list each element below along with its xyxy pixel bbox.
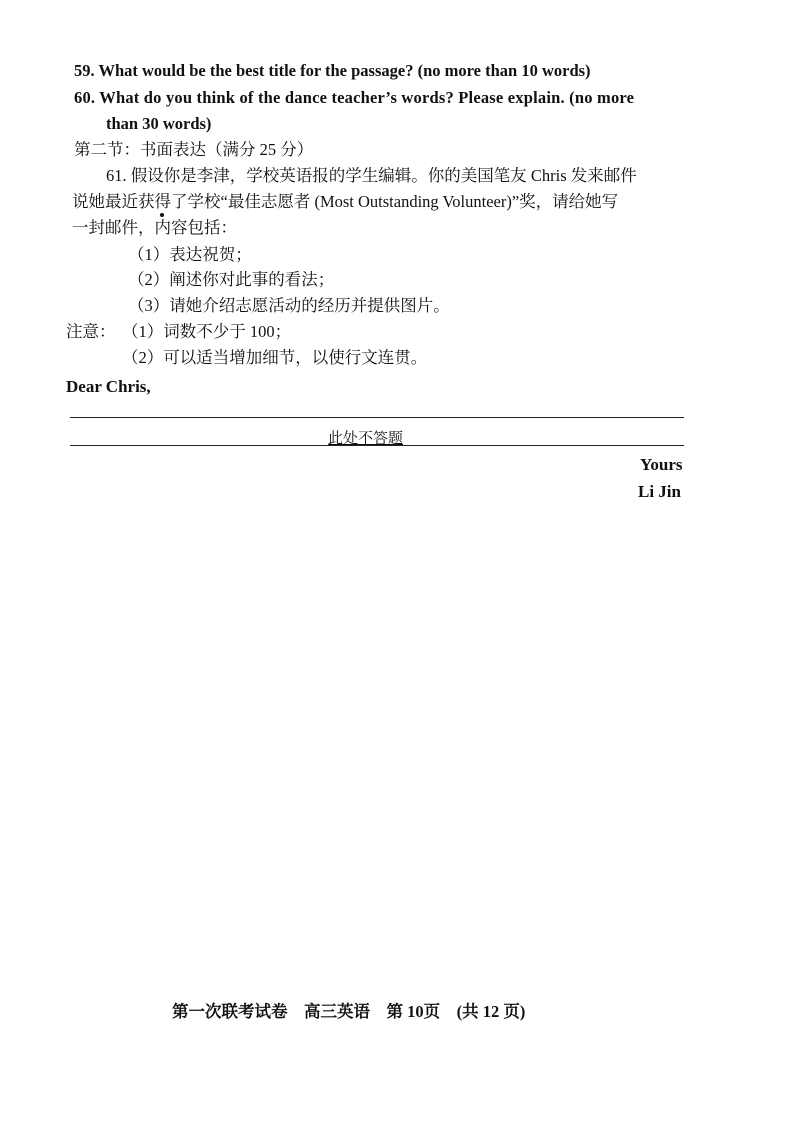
note-label: 注意： xyxy=(66,322,116,341)
answer-line-top xyxy=(70,417,684,418)
task-line-1: 61. 假设你是李津，学校英语报的学生编辑。你的美国笔友 Chris 发来邮件 xyxy=(106,166,637,185)
letter-closing: Yours xyxy=(640,455,683,474)
question-59: 59. What would be the best title for the passage? (no more than 10 words) xyxy=(74,61,591,80)
note-item-1: （1）词数不少于 100； xyxy=(122,322,292,341)
task-line-3-end: 容包括： xyxy=(171,218,237,237)
task-item-1: （1）表达祝贺； xyxy=(128,245,252,264)
question-60-continued: than 30 words) xyxy=(106,114,212,133)
task-item-2: （2）阐述你对此事的看法； xyxy=(128,270,335,289)
question-60: 60. What do you think of the dance teacher’s words? Please explain. (no more xyxy=(74,88,635,107)
answer-line-bottom xyxy=(70,445,684,446)
emphasis-dot-char: 内 xyxy=(154,218,171,237)
task-line-3-start: 一封邮件， xyxy=(72,218,155,237)
task-line-3 xyxy=(72,218,237,238)
letter-signature: Li Jin xyxy=(638,482,681,501)
note-item-2: （2）可以适当增加细节，以使行文连贯。 xyxy=(122,348,428,367)
letter-salutation: Dear Chris, xyxy=(66,377,151,396)
section-heading: 第二节：书面表达（满分 25 分） xyxy=(74,140,314,159)
task-item-3: （3）请她介绍志愿活动的经历并提供图片。 xyxy=(128,296,450,315)
page-footer: 第一次联考试卷 高三英语 第 10页 (共 12 页) xyxy=(172,1002,526,1021)
no-answer-label: 此处不答题 xyxy=(328,431,404,447)
task-line-2: 说她最近获得了学校“最佳志愿者 (Most Outstanding Volunteer)”奖，请给她写 xyxy=(72,192,619,211)
